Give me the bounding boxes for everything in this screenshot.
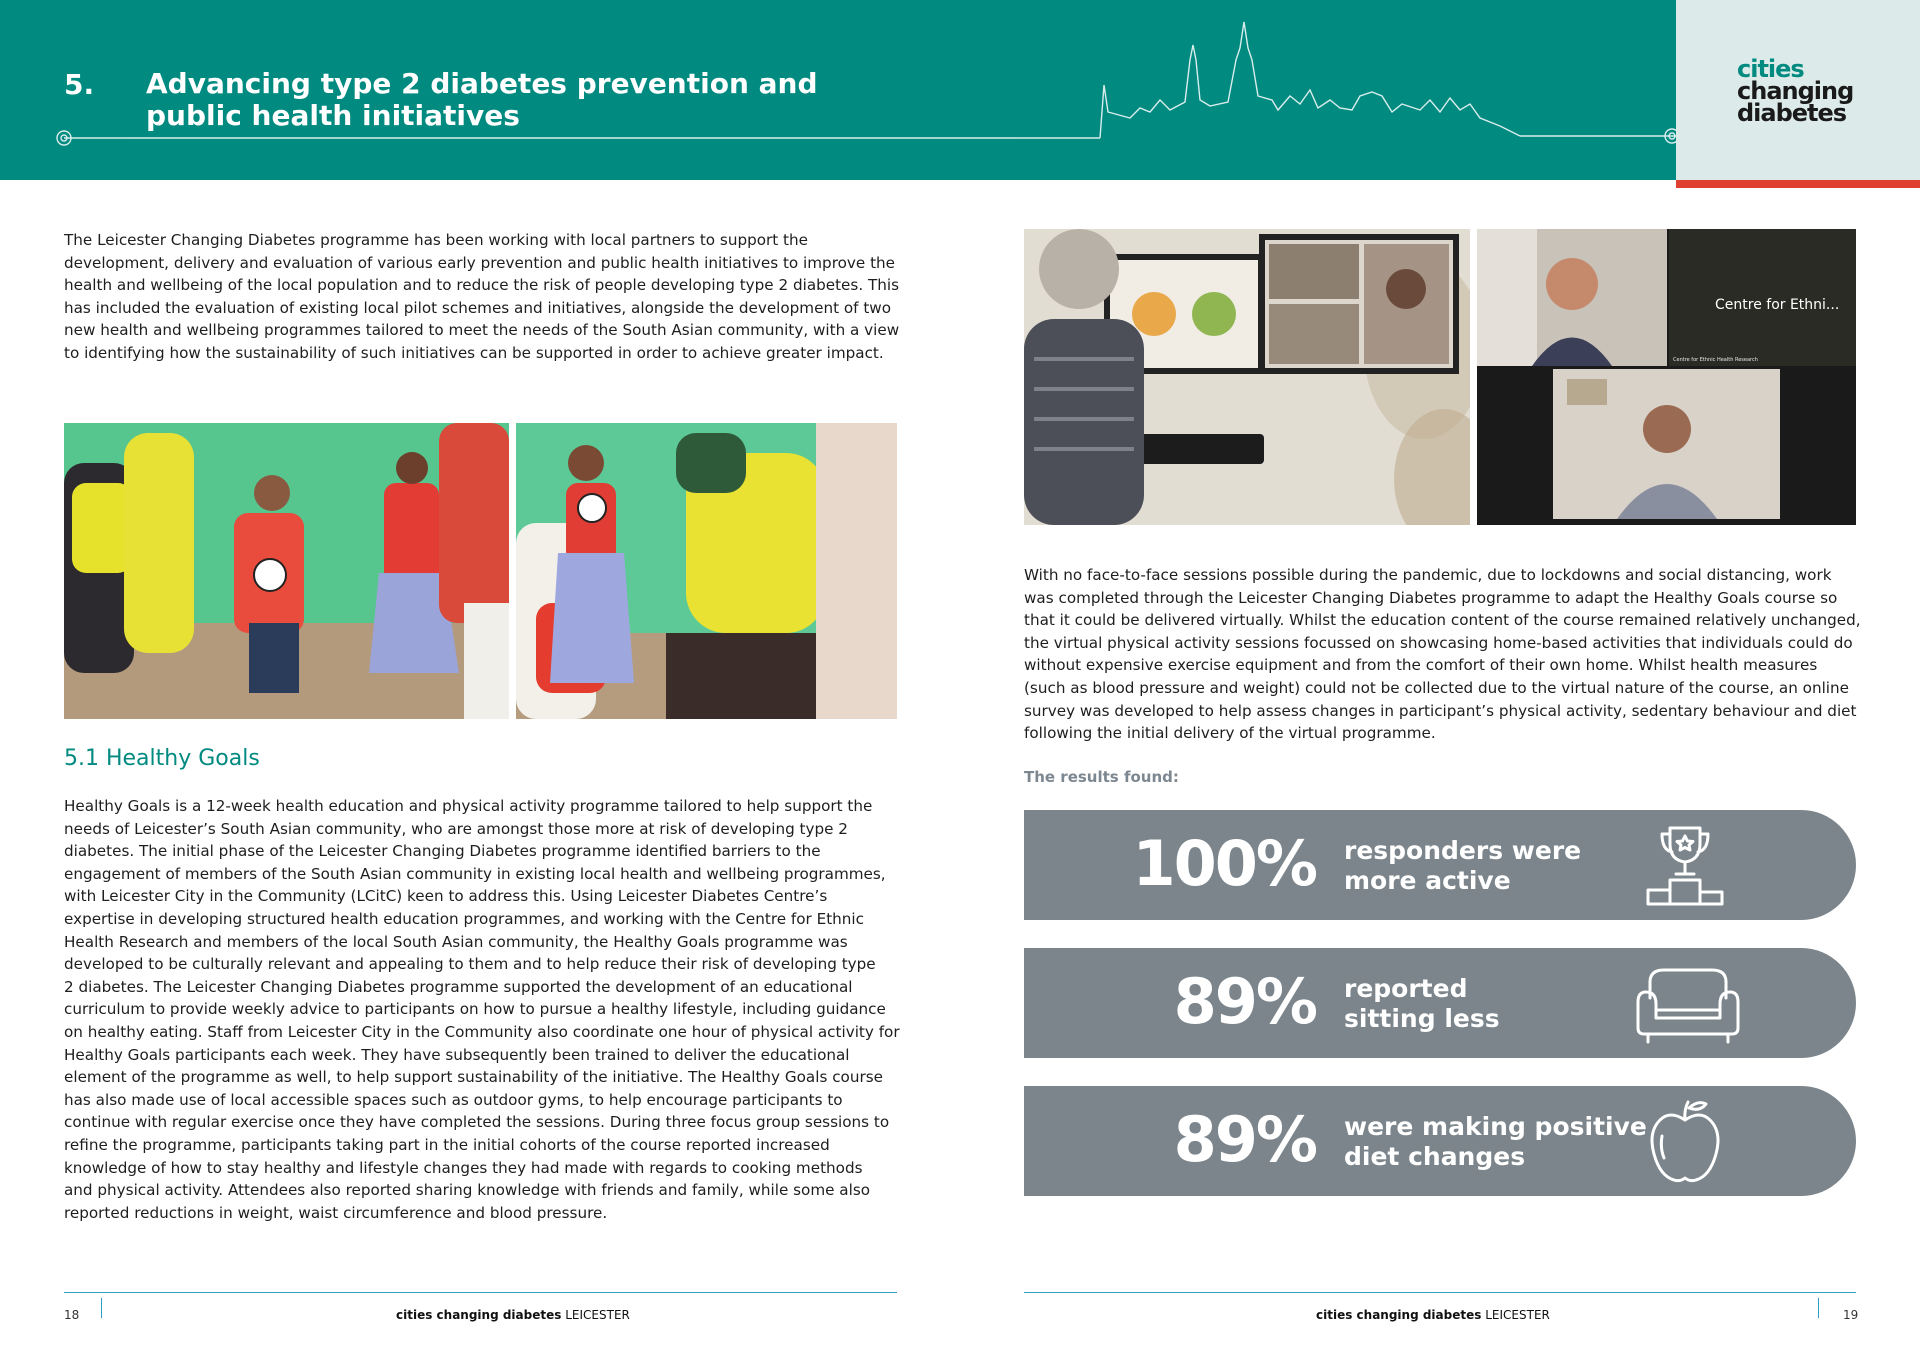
- sofa-icon: [1628, 958, 1748, 1048]
- stat-text-line-2: more active: [1344, 866, 1511, 895]
- intro-paragraph: The Leicester Changing Diabetes programme has been working with local partners to support the development, delivery and evaluation of various early prevention and public health initiatives to improve the health and wellbeing of the local population and to reduce the risk of people developing type 2 diabetes. This has included the evaluation of existing local pilot schemes and initiatives, alongside the development of two new health and wellbeing programmes tailored to meet the needs of the South Asian community, with a view to identifying how the sustainability of such initiatives can be supported in order to achieve greater impact.: [64, 231, 900, 362]
- page-number-left: 18: [64, 1308, 80, 1322]
- logo-accent-bar: [1676, 180, 1920, 188]
- section-heading-healthy-goals: 5.1 Healthy Goals: [64, 746, 260, 771]
- footer-brand-right: [1316, 1308, 1550, 1322]
- cities-changing-diabetes-logo: [1737, 55, 1854, 127]
- video-small-label: Centre for Ethnic Health Research: [1673, 357, 1758, 363]
- stat-text-line-2: diet changes: [1344, 1142, 1526, 1171]
- stat-text-line-1: reported: [1344, 974, 1468, 1003]
- footer-brand-left: [396, 1308, 630, 1322]
- video-call-screenshot: [1477, 229, 1856, 525]
- stat-text-line-1: responders were: [1344, 836, 1582, 865]
- photo-virtual-session-screens: [1024, 229, 1470, 525]
- footer-brand-name: cities changing diabetes: [1316, 1308, 1482, 1322]
- stat-card-more-active: [1024, 810, 1856, 920]
- footer-divider-left: [64, 1292, 897, 1293]
- healthy-goals-paragraph: Healthy Goals is a 12-week health education and physical activity programme tailored to help support the needs of Leicester’s South Asian community, who are amongst those more at risk of developing type 2 diabetes. The initial phase of the Leicester Changing Diabetes programme identified barriers to the engagement of members of the South Asian community in existing local health and wellbeing programmes, with Leicester City in the Community (LCitC) keen to address this. Using Leicester Diabetes Centre’s expertise in developing structured health education programmes, and working with the Centre for Ethnic Health Research and members of the local South Asian community, the Healthy Goals programme was developed to be culturally relevant and appealing to them and to help reduce their risk of developing type 2 diabetes. The Leicester Changing Diabetes programme supported the development of an educational curriculum to provide weekly advice to participants on how to pursue a healthy lifestyle, including guidance on healthy eating. Staff from Leicester City in the Community also coordinate one hour of physical activity for Healthy Goals participants each week. They have subsequently been trained to deliver the educational element of the programme as well, to help support sustainability of the initiative. The Healthy Goals course has also made use of local accessible spaces such as outdoor gyms, to help encourage participants to continue with regular exercise once they have completed the sessions. During three focus group sessions to refine the programme, participants taking part in the initial cohorts of the course reported increased knowledge of how to stay healthy and lifestyle changes they had made with regards to cooking methods and physical activity. Attendees also reported sharing knowledge with friends and family, while some also reported reductions in weight, waist circumference and blood pressure.: [64, 797, 900, 1222]
- footer-divider-right: [1024, 1292, 1856, 1293]
- photo-women-football-2: [516, 423, 897, 719]
- page-number-right: 19: [1843, 1308, 1859, 1322]
- photo-women-football-1: [64, 423, 509, 719]
- stat-text-line-1: were making positive: [1344, 1112, 1647, 1141]
- section-number: 5.: [64, 68, 95, 101]
- pandemic-paragraph: With no face-to-face sessions possible during the pandemic, due to lockdowns and social distancing, work was completed through the Leicester Changing Diabetes programme to adapt the Healthy Goals course so that it could be delivered virtually. Whilst the education content of the course remained relatively unchanged, the virtual physical activity sessions focussed on showcasing home-based activities that individuals could do without expensive exercise equipment and from the comfort of their own home. Whilst health measures (such as blood pressure and weight) could not be collected due to the virtual nature of the course, an online survey was developed to help assess changes in participant’s physical activity, sedentary behaviour and diet following the initial delivery of the virtual programme.: [1024, 566, 1861, 743]
- footer-brand-city: LEICESTER: [565, 1308, 630, 1322]
- apple-icon: [1640, 1096, 1730, 1186]
- logo-line-1: cities: [1737, 55, 1804, 83]
- stat-text: [1344, 836, 1664, 896]
- footer-brand-name: cities changing diabetes: [396, 1308, 562, 1322]
- logo-line-3: diabetes: [1737, 99, 1847, 127]
- stat-card-diet-changes: [1024, 1086, 1856, 1196]
- stat-value: 89%: [1173, 1103, 1316, 1176]
- stat-value: 89%: [1173, 965, 1316, 1038]
- stat-text-line-2: sitting less: [1344, 1004, 1500, 1033]
- page-title: Advancing type 2 diabetes prevention and public health initiatives: [146, 67, 818, 132]
- stat-text: [1344, 1112, 1664, 1172]
- stat-card-sitting-less: [1024, 948, 1856, 1058]
- footer-brand-city: LEICESTER: [1485, 1308, 1550, 1322]
- footer-tick-right: [1818, 1298, 1819, 1318]
- footer-tick-left: [101, 1298, 102, 1318]
- video-participant-label: Centre for Ethni...: [1715, 297, 1840, 313]
- trophy-podium-icon: [1640, 820, 1730, 910]
- stat-text: [1344, 974, 1664, 1034]
- stat-value: 100%: [1132, 827, 1316, 900]
- results-label: The results found:: [1024, 768, 1179, 786]
- logo-line-2: changing: [1737, 77, 1854, 105]
